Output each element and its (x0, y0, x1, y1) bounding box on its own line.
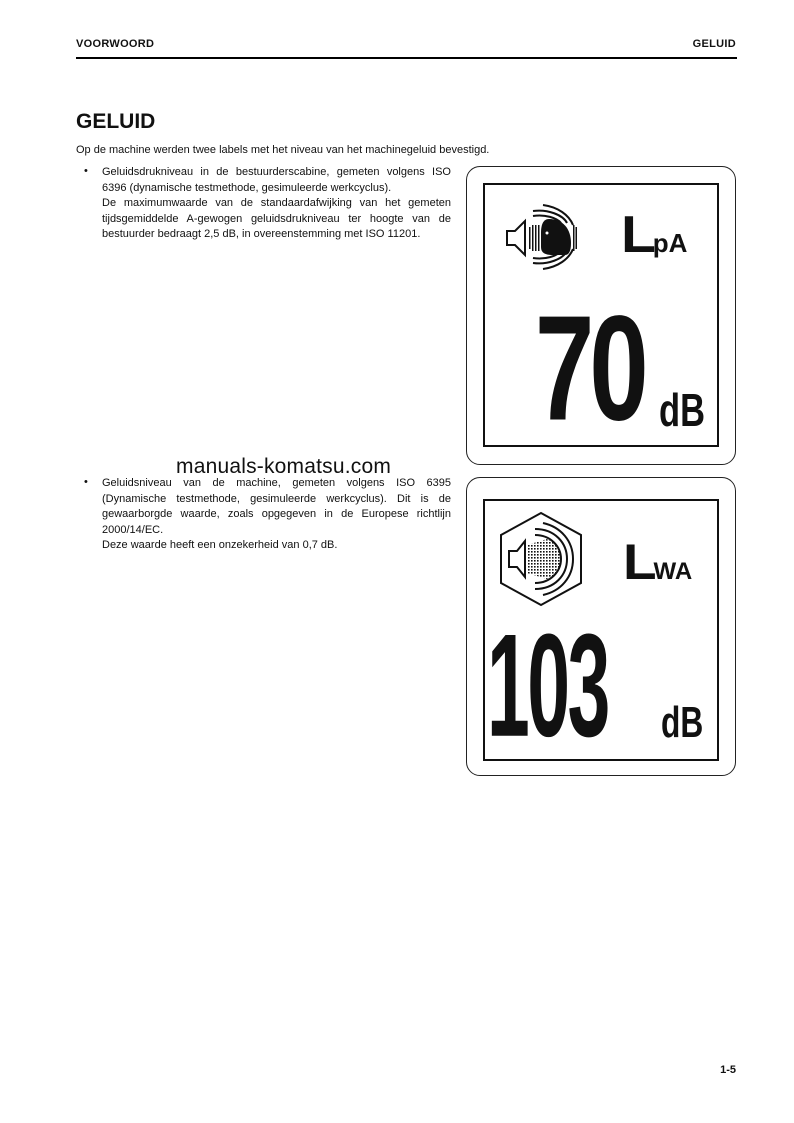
sound-power-label-frame (483, 499, 719, 761)
lwa-unit: dB (661, 698, 704, 747)
bullet-2-text-a: Geluidsniveau van de machine, gemeten volgens ISO 6395 (Dynamische testmethode, gesimuleerde werkcyclus). Dit is de gewaarborgde waarde, zoals opgegeven in de Europese richtlijn 2000/14/EC. (102, 477, 451, 536)
lwa-value: 103 (487, 604, 608, 761)
bullet-1-text-a: Geluidsdrukniveau in de bestuurderscabine, gemeten volgens ISO 6396 (dynamische testmethode, gesimuleerde werkcyclus). (102, 166, 451, 194)
bullet-2-text-b: Deze waarde heeft een onzekerheid van 0,7 dB. (102, 539, 338, 551)
page-number: 1-5 (720, 1064, 736, 1076)
intro-text: Op de machine werden twee labels met het niveau van het machinegeluid bevestigd. (76, 144, 490, 156)
sound-pressure-label (466, 166, 736, 465)
hexagon-speaker-sound-icon (495, 509, 587, 609)
running-header-right: GELUID (692, 38, 736, 50)
operator-ear-sound-icon (503, 203, 583, 273)
bullet-marker: • (84, 476, 88, 488)
watermark: manuals-komatsu.com (176, 455, 392, 478)
lpa-symbol: LpA (621, 206, 688, 264)
running-header-left: VOORWOORD (76, 38, 155, 50)
bullet-1-text-b: De maximumwaarde van de standaardafwijking van het gemeten tijdsgemiddelde A-gewogen geluidsdrukniveau ter hoogte van de bestuurder bedraagt 2,5 dB, in overeenstemming met ISO 11201. (102, 197, 451, 240)
lpa-unit: dB (659, 384, 705, 436)
header-rule (76, 57, 737, 59)
sound-pressure-label-frame (483, 183, 719, 447)
bullet-marker: • (84, 165, 88, 177)
bullet-paragraph-1 (102, 165, 451, 243)
bullet-paragraph-2 (102, 476, 451, 554)
sound-power-label (466, 477, 736, 776)
section-title: GELUID (76, 110, 156, 133)
lpa-value: 70 (535, 283, 644, 447)
lwa-symbol: LWA (623, 534, 693, 590)
